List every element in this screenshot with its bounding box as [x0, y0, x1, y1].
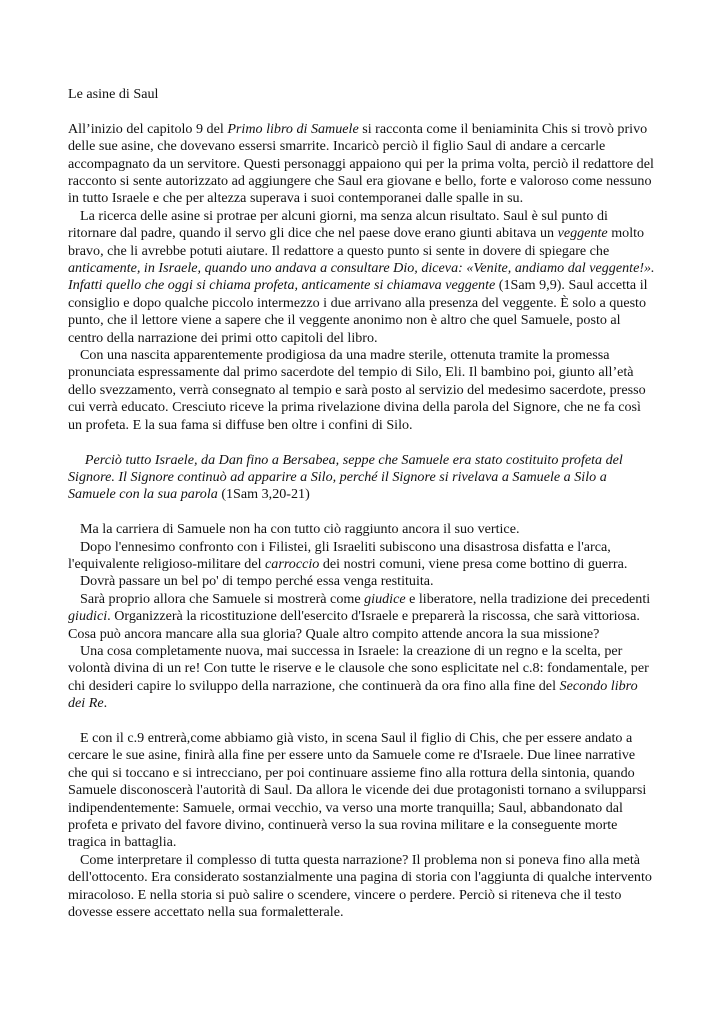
- text-run: Dovrà passare un bel po' di tempo perché essa venga restituita.: [79, 573, 434, 590]
- citation: (1Sam 3,20-21): [217, 486, 310, 503]
- text-run: Con una nascita apparentemente prodigiosa da una madre sterile, ottenuta tramite la promessa pronunciata espressamente dal primo sacerdote del tempio di Silo, Eli. Il bambino poi, giunto all’età dello svezzamento, verrà consegnato al tempio e sarà posto al servizio del medesimo sacerdote, presso cui verrà educato. Cresciuto riceve la prima rivelazione divina della parola del Signore, che ne fa così un profeta. E la sua fama si diffuse ben oltre i confini di Silo.: [68, 347, 646, 433]
- text-run: dei nostri comuni, viene presa come bottino di guerra.: [319, 555, 628, 572]
- document-page: [68, 86, 658, 921]
- paragraph-saul: [68, 730, 658, 852]
- paragraph-intro: [68, 121, 658, 208]
- emphasis-term: giudice: [364, 590, 406, 607]
- block-quotation: [68, 452, 658, 504]
- text-run: Dopo l'ennesimo confronto con i Filistei, gli Israeliti subiscono una disastrosa disfatta e l'arca, l'equivalente religioso-militare del: [68, 538, 611, 572]
- text-run: Ma la carriera di Samuele non ha con tutto ciò raggiunto ancora il suo vertice.: [79, 521, 520, 538]
- paragraph-philistines: [68, 539, 658, 574]
- paragraph-birth: [68, 347, 658, 434]
- text-run: e liberatore, nella tradizione dei precedenti: [405, 590, 651, 607]
- paragraph-kingdom: [68, 643, 658, 713]
- text-run: Sarà proprio allora che Samuele si mostrerà come: [79, 590, 365, 607]
- quotation-text: Perciò tutto Israele, da Dan fino a Bersabea, seppe che Samuele era stato costituito profeta del Signore. Il Signore continuò ad apparire a Silo, perché il Signore si rivelava a Samuele a Silo a Samuele con la sua parola: [68, 451, 623, 503]
- text-run: All’inizio del capitolo 9 del: [68, 120, 228, 137]
- text-run: .: [103, 695, 108, 712]
- paragraph-search: [68, 208, 658, 347]
- book-title: Secondo libro dei Re: [68, 677, 638, 712]
- paragraph-interpretation: [68, 852, 658, 922]
- text-run: si racconta come il beniaminita Chis si trovò privo delle sue asine, che dovevano essersi smarrite. Incaricò perciò il figlio Saul di andare a cercarle accompagnato da un servitore. Questi personaggi appaiono qui per la prima volta, perciò il redattore del racconto si sente autorizzato ad aggiungere che Saul era giovane e bello, forte e valoroso come nessuno in tutto Israele e che per altezza superava i suoi contemporanei dalle spalle in su.: [68, 120, 654, 207]
- text-run: Come interpretare il complesso di tutta questa narrazione? Il problema non si poneva fino alla metà dell'ottocento. Era considerato sostanzialmente una pagina di storia con l'aggiunta di qualche intervento miracoloso. E nella storia si può salire o scendere, vincere o perdere. Perciò si riteneva che il testo dovesse essere accettato nella sua formaletterale.: [68, 851, 652, 921]
- inline-quotation: anticamente, in Israele, quando uno andava a consultare Dio, diceva: «Venite, andiamo dal veggente!». Infatti quello che oggi si chiama profeta, anticamente si chiamava veggente: [68, 260, 655, 294]
- text-run: E con il c.9 entrerà,come abbiamo già visto, in scena Saul il figlio di Chis, che per essere andato a cercare le sue asine, finirà alla fine per essere unto da Samuele come re d'Israele. Due linee narrative che qui si toccano e si intrecciano, per poi continuare assieme fino alla rottura della sintonia, quando Samuele disconoscerà l'autorità di Saul. Da allora le vicende dei due protagonisti tornano a svilupparsi indipendentemente: Samuele, ormai vecchio, va verso una morte tranquilla; Saul, abbandonato dal profeta e privato del favore divino, continuerà verso la sua rovina militare e la conseguente morte tragica in battaglia.: [68, 729, 647, 851]
- text-run: (1Sam 9,9). Saul accetta il consiglio e dopo qualche piccolo intermezzo i due arrivano alla presenza del veggente. È solo a questo punto, che il lettore viene a sapere che il veggente anonimo non è altro che quel Samuele, posto al centro della narrazione dei primi otto capitoli del libro.: [68, 277, 648, 346]
- paragraph-career: [68, 521, 658, 538]
- text-run: Una cosa completamente nuova, mai successa in Israele: la creazione di un regno e la scelta, per volontà divina di un re! Con tutte le riserve e le clausole che sono esplicitate nel c.8: fondamentale, per chi desideri capire lo sviluppo della narrazione, che continuerà da ora fino alla fine del: [68, 642, 649, 694]
- document-title: Le asine di Saul: [68, 86, 159, 102]
- text-run: molto bravo, che li avrebbe potuti aiutare. Il redattore a questo punto si sente in dovere di spiegare che: [68, 225, 645, 259]
- text-run: . Organizzerà la ricostituzione dell'esercito d'Israele e preparerà la riscossa, che sarà vittoriosa. Cosa può ancora mancare alla sua gloria? Quale altro compito attende ancora la sua missione?: [68, 608, 640, 642]
- emphasis-term: carroccio: [265, 555, 320, 572]
- paragraph-restitution: [68, 573, 658, 590]
- text-run: La ricerca delle asine si protrae per alcuni giorni, ma senza alcun risultato. Saul è sul punto di ritornare dal padre, quando il servo gli dice che nel paese dove erano giunti abitava un: [68, 207, 608, 242]
- paragraph-judge: [68, 591, 658, 643]
- emphasis-term: veggente: [557, 225, 608, 242]
- book-title: Primo libro di Samuele: [227, 120, 359, 137]
- emphasis-term: giudici: [68, 608, 108, 625]
